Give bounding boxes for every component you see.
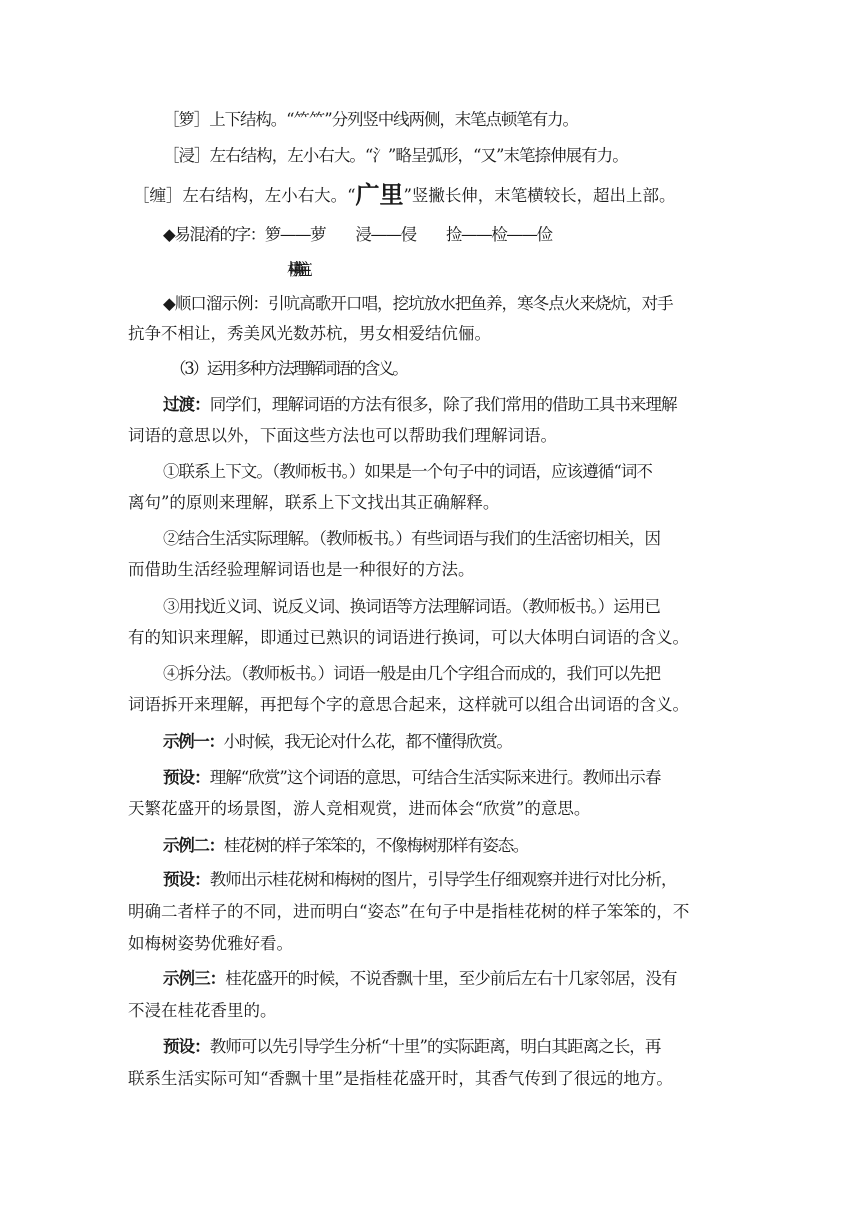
method-item: 离句”的原则来理解，联系上下文找出其正确解释。 [128,493,500,512]
char-heading: ［缠］ [133,186,183,205]
char-description: 左右结构，左小右大。“ [182,186,356,205]
preset-label: 预设： [163,768,210,787]
example-three [163,968,763,990]
example-text: 不浸在桂花香里的。 [128,1001,277,1020]
char-description: 上下结构。“⺮⺮”分列竖中线两侧，末笔点顿笔有力。 [209,110,578,129]
paragraph-text: 同学们，理解词语的方法有很多，除了我们常用的借助工具书来理解 [209,395,677,414]
char-note-chan [133,180,733,209]
example-label: 示例三： [163,969,226,988]
example-text: 小时候，我无论对什么花，都不懂得欣赏。 [223,732,512,751]
preset-three [163,1036,763,1058]
method-item: 而借助生活经验理解词语也是一种很好的方法。 [128,560,475,579]
paragraph-label: 过渡： [163,395,210,414]
preset-text: 明确二者样子的不同，进而明白“姿态”在句子中是指桂花树的样子笨笨的，不 [128,902,690,921]
preset-text: 教师出示桂花树和梅树的图片，引导学生仔细观察并进行对比分析， [209,870,677,889]
rhyme-example: ◆顺口溜示例：引吭高歌开口唱，挖坑放水把鱼养，寒冬点火来烧炕，对手 [163,294,673,313]
preset-label: 预设： [163,1037,210,1056]
preset-one [163,767,763,789]
preset-text: 教师可以先引导学生分析“十里”的实际距离，明白其距离之长，再 [209,1037,661,1056]
char-heading: ［箩］ [163,110,210,129]
preset-text: 如梅树姿势优雅好看。 [128,934,293,953]
method-item: ③用找近义词、说反义词、换词语等方法理解词语。（教师板书。）运用已 [163,597,661,616]
preset-text: 理解“欣赏”这个词语的意思，可结合生活实际来进行。教师出示春 [209,768,661,787]
method-item: 词语拆开来理解，再把每个字的意思合起来，这样就可以组合出词语的含义。 [128,695,689,714]
method-item: ②结合生活实际理解。（教师板书。）有些词语与我们的生活密切相关，因 [163,529,661,548]
preset-label: 预设： [163,870,210,889]
method-item: 有的知识来理解，即通过已熟识的词语进行换词，可以大体明白词语的含义。 [128,628,689,647]
example-label: 示例二： [163,836,224,855]
confusable-chars-line: 杭——吭——抗——坑 [287,260,297,279]
char-description: ”竖撇长伸，末笔横较长，超出上部。 [403,186,676,205]
paragraph-transition [163,394,763,416]
rhyme-example: 抗争不相让，秀美风光数苏杭，男女相爱结伉俪。 [128,324,491,343]
preset-text: 天繁花盛开的场景图，游人竞相观赏，进而体会“欣赏”的意思。 [128,799,591,818]
char-heading: ［浸］ [163,146,210,165]
char-note-luo [163,109,763,131]
confusable-chars-line: ◆易混淆的字：箩——萝 浸——侵 捡——检——俭 [163,225,552,244]
preset-two [163,869,763,891]
example-two [163,835,763,857]
example-one [163,731,763,753]
preset-text: 联系生活实际可知“香飘十里”是指桂花盛开时，其香气传到了很远的地方。 [128,1069,673,1088]
char-description: 左右结构，左小右大。“氵”略呈弧形，“又”末笔捺伸展有力。 [209,146,628,165]
example-text: 桂花盛开的时候，不说香飘十里，至少前后左右十几家邻居，没有 [225,969,677,988]
example-text: 桂花树的样子笨笨的，不像梅树那样有姿态。 [223,836,529,855]
char-note-jin [163,145,763,167]
example-label: 示例一： [163,732,224,751]
method-item: ①联系上下文。（教师板书。）如果是一个句子中的词语，应该遵循“词不 [163,462,652,481]
method-item: ④拆分法。（教师板书。）词语一般是由几个字组合而成的，我们可以先把 [163,664,661,683]
paragraph-text: 词语的意思以外，下面这些方法也可以帮助我们理解词语。 [128,426,557,445]
char-component: 广里 [355,180,404,209]
section-heading: （3）运用多种方法理解词语的含义。 [170,359,407,378]
